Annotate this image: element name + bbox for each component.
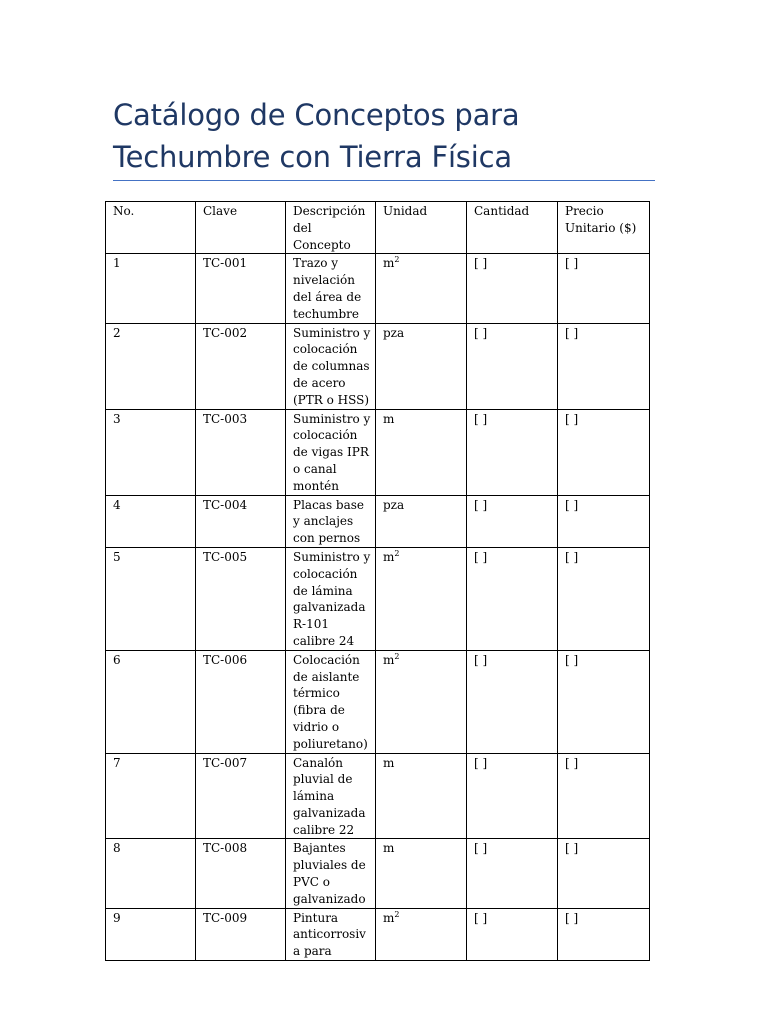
cell-unidad — [376, 409, 467, 495]
table-row — [106, 908, 650, 960]
cell-descripcion: Trazo y nivelación del área de techumbre — [286, 254, 376, 323]
cell-no: 8 — [106, 839, 196, 908]
cell-precio: [ ] — [558, 753, 650, 839]
cell-descripcion: Bajantes pluviales de PVC o galvanizado — [286, 839, 376, 908]
unit-base: m — [383, 411, 395, 426]
table-header-row — [106, 202, 650, 254]
table-row — [106, 495, 650, 547]
unit-superscript: 2 — [394, 651, 400, 661]
table-row — [106, 409, 650, 495]
table-row — [106, 839, 650, 908]
cell-cantidad: [ ] — [467, 495, 558, 547]
cell-descripcion: Suministro y colocación de lámina galvanizada R-101 calibre 24 — [286, 547, 376, 650]
cell-cantidad: [ ] — [467, 753, 558, 839]
column-header-cantidad: Cantidad — [467, 202, 558, 254]
cell-precio: [ ] — [558, 495, 650, 547]
cell-precio: [ ] — [558, 908, 650, 960]
cell-cantidad: [ ] — [467, 547, 558, 650]
cell-descripcion: Pintura anticorrosiva para — [286, 908, 376, 960]
cell-no: 1 — [106, 254, 196, 323]
table-row — [106, 650, 650, 753]
concept-catalog-table — [105, 201, 650, 961]
cell-unidad — [376, 908, 467, 960]
cell-precio: [ ] — [558, 839, 650, 908]
cell-precio: [ ] — [558, 547, 650, 650]
cell-no: 3 — [106, 409, 196, 495]
cell-precio: [ ] — [558, 650, 650, 753]
cell-descripcion: Placas base y anclajes con pernos — [286, 495, 376, 547]
cell-unidad — [376, 839, 467, 908]
cell-clave: TC-001 — [196, 254, 286, 323]
table-row — [106, 753, 650, 839]
cell-clave: TC-009 — [196, 908, 286, 960]
unit-base: m — [383, 841, 395, 856]
page-title: Catálogo de Conceptos para Techumbre con Tierra Física — [113, 98, 520, 174]
cell-precio: [ ] — [558, 323, 650, 409]
cell-cantidad: [ ] — [467, 908, 558, 960]
cell-unidad — [376, 323, 467, 409]
cell-no: 2 — [106, 323, 196, 409]
cell-clave: TC-006 — [196, 650, 286, 753]
cell-cantidad: [ ] — [467, 650, 558, 753]
unit-base: m — [383, 652, 395, 667]
cell-unidad — [376, 547, 467, 650]
cell-unidad — [376, 495, 467, 547]
table-row — [106, 254, 650, 323]
unit-superscript: 2 — [394, 255, 400, 265]
unit-base: m — [383, 755, 395, 770]
cell-no: 7 — [106, 753, 196, 839]
cell-descripcion: Suministro y colocación de vigas IPR o canal montén — [286, 409, 376, 495]
cell-no: 9 — [106, 908, 196, 960]
table-row — [106, 323, 650, 409]
cell-no: 6 — [106, 650, 196, 753]
unit-base: pza — [383, 497, 405, 512]
column-header-no: No. — [106, 202, 196, 254]
cell-clave: TC-002 — [196, 323, 286, 409]
cell-cantidad: [ ] — [467, 254, 558, 323]
cell-cantidad: [ ] — [467, 323, 558, 409]
unit-superscript: 2 — [394, 909, 400, 919]
cell-no: 5 — [106, 547, 196, 650]
cell-descripcion: Colocación de aislante térmico (fibra de vidrio o poliuretano) — [286, 650, 376, 753]
cell-descripcion: Suministro y colocación de columnas de acero (PTR o HSS) — [286, 323, 376, 409]
cell-clave: TC-005 — [196, 547, 286, 650]
cell-clave: TC-003 — [196, 409, 286, 495]
cell-cantidad: [ ] — [467, 839, 558, 908]
cell-descripcion: Canalón pluvial de lámina galvanizada calibre 22 — [286, 753, 376, 839]
unit-base: m — [383, 256, 395, 271]
cell-clave: TC-004 — [196, 495, 286, 547]
cell-unidad — [376, 650, 467, 753]
column-header-unidad: Unidad — [376, 202, 467, 254]
column-header-clave: Clave — [196, 202, 286, 254]
cell-unidad — [376, 753, 467, 839]
unit-base: pza — [383, 325, 405, 340]
cell-clave: TC-007 — [196, 753, 286, 839]
unit-base: m — [383, 549, 395, 564]
cell-no: 4 — [106, 495, 196, 547]
column-header-descripcion: Descripción del Concepto — [286, 202, 376, 254]
unit-base: m — [383, 910, 395, 925]
unit-superscript: 2 — [394, 548, 400, 558]
table-row — [106, 547, 650, 650]
cell-cantidad: [ ] — [467, 409, 558, 495]
column-header-precio: Precio Unitario ($) — [558, 202, 650, 254]
cell-precio: [ ] — [558, 409, 650, 495]
cell-unidad — [376, 254, 467, 323]
cell-precio: [ ] — [558, 254, 650, 323]
title-divider — [113, 180, 655, 181]
cell-clave: TC-008 — [196, 839, 286, 908]
